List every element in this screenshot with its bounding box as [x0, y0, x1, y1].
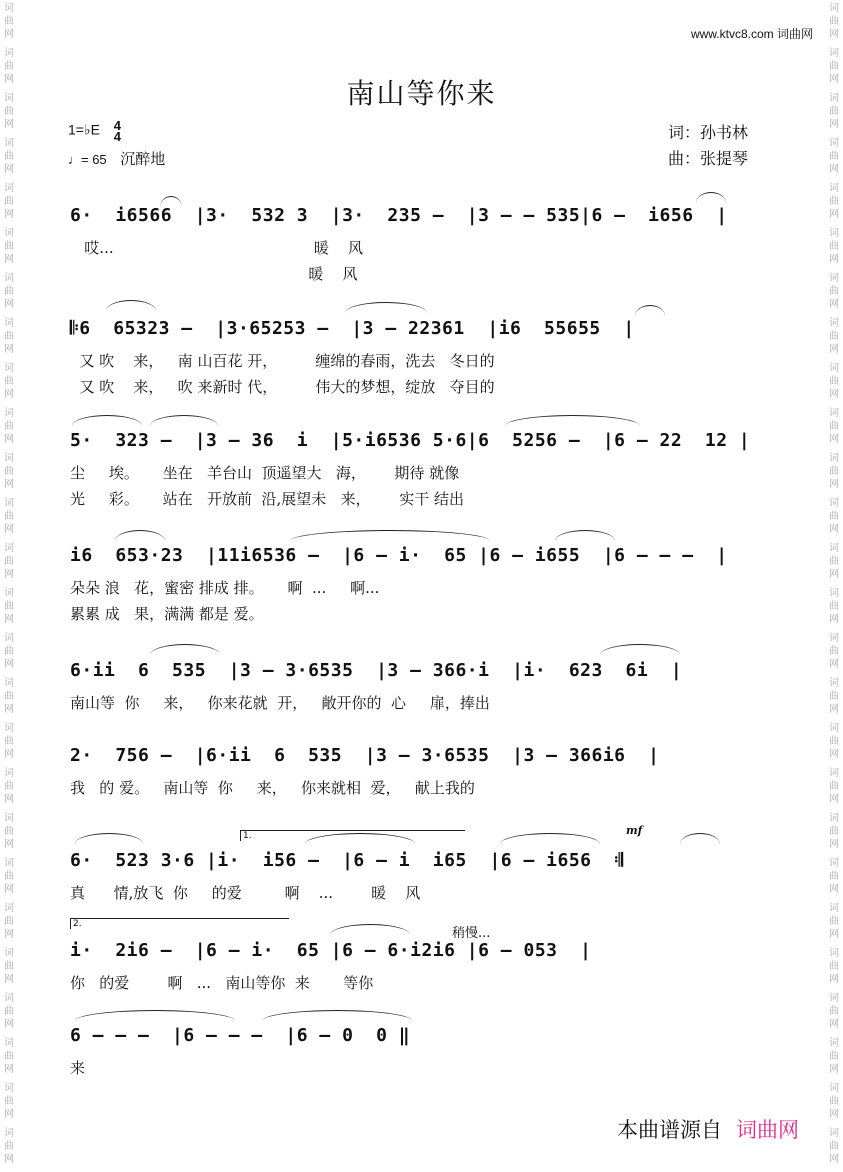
watermark-text: 词曲网	[829, 633, 839, 670]
watermark-text: 词曲网	[4, 858, 14, 895]
slur	[150, 644, 220, 655]
time-signature	[114, 120, 121, 142]
time-top: 4	[113, 118, 122, 133]
time-bottom: 4	[113, 129, 122, 144]
lyric-line: 又 吹 来， 南 山百花 开， 缠绵的春雨，洗去 冬日的	[70, 352, 495, 370]
watermark-text: 词曲网	[4, 768, 14, 805]
watermark-text: 词曲网	[4, 1083, 14, 1120]
watermark-text: 词曲网	[4, 993, 14, 1030]
watermark-text: 词曲网	[4, 93, 14, 130]
watermark-text: 词曲网	[829, 858, 839, 895]
watermark-text: 词曲网	[829, 723, 839, 760]
watermark-text: 词曲网	[4, 498, 14, 535]
lyric-line: 来	[70, 1059, 86, 1077]
slur	[680, 833, 720, 844]
watermark-text: 词曲网	[4, 1038, 14, 1075]
watermark-strip-right	[827, 0, 841, 1172]
notation-line: 6· i6566 |3· 532 3 |3· 235 – |3 – – 535|6 – i656 |	[70, 205, 728, 226]
watermark-text: 词曲网	[829, 363, 839, 400]
slur	[106, 300, 156, 311]
slur	[696, 192, 726, 203]
notation-line: i· 2i6 – |6 – i· 65 |6 – 6·i2i6 |6 – 053 |	[70, 940, 592, 961]
watermark-text: 词曲网	[829, 498, 839, 535]
watermark-text: 词曲网	[829, 768, 839, 805]
slur	[150, 415, 218, 426]
notation-line: 5· 323 – |3 – 36 i |5·i6536 5·6|6 5256 – |6 – 22 12 |	[70, 430, 751, 451]
footer-brand-link[interactable]: 词曲网	[736, 1118, 799, 1142]
lyric-line: 光 彩。 站在 开放前 沿,展望未 来， 实干 结出	[70, 490, 464, 508]
watermark-text: 词曲网	[4, 408, 14, 445]
notation-line: 6·ii 6 535 |3 – 3·6535 |3 – 366·i |i· 623 6i |	[70, 660, 683, 681]
song-title: 南山等你来	[346, 77, 497, 110]
volta-1-label: 1.	[243, 831, 252, 841]
watermark-text: 词曲网	[829, 93, 839, 130]
watermark-text: 词曲网	[4, 543, 14, 580]
watermark-text: 词曲网	[829, 138, 839, 175]
notation-line: i6 653·23 |11i6536 – |6 – i· 65 |6 – i655 |6 – – – |	[70, 545, 728, 566]
composer: 曲：张提琴	[668, 149, 749, 168]
key-label: 1=♭E	[68, 121, 100, 138]
watermark-text: 词曲网	[829, 903, 839, 940]
volta-2-label: 2.	[73, 919, 82, 929]
watermark-text: 词曲网	[829, 588, 839, 625]
watermark-text: 词曲网	[4, 48, 14, 85]
watermark-strip-left	[2, 0, 16, 1172]
source-footer	[617, 1114, 799, 1144]
lyricist: 词：孙书林	[668, 123, 749, 142]
watermark-text: 词曲网	[4, 1128, 14, 1165]
slur	[635, 305, 665, 316]
watermark-text: 词曲网	[829, 48, 839, 85]
slur	[345, 302, 427, 313]
slur	[290, 530, 490, 541]
watermark-text: 词曲网	[4, 228, 14, 265]
site-header: www.ktvc8.com 词曲网	[690, 27, 813, 41]
watermark-text: 词曲网	[829, 453, 839, 490]
watermark-text: 词曲网	[829, 318, 839, 355]
dynamic-mark: mf	[626, 824, 643, 837]
slur	[500, 833, 600, 844]
lyric-line: 我 的 爱。 南山等 你 来， 你来就相 爱， 献上我的	[70, 779, 475, 797]
notation-line: 2· 756 – |6·ii 6 535 |3 – 3·6535 |3 – 366i6 |	[70, 745, 660, 766]
watermark-text: 词曲网	[829, 408, 839, 445]
slur	[75, 1010, 235, 1021]
watermark-text: 词曲网	[829, 543, 839, 580]
lyric-line: 哎... 暖 风	[70, 239, 363, 257]
watermark-text: 词曲网	[829, 813, 839, 850]
mood-text: 沉醉地	[120, 150, 166, 168]
slur	[115, 530, 165, 541]
watermark-text: 词曲网	[829, 183, 839, 220]
watermark-text: 词曲网	[829, 3, 839, 40]
lyric-line: 真 情,放飞 你 的爱 啊 ... 暖 风	[70, 884, 421, 902]
credits	[668, 120, 748, 172]
watermark-text: 词曲网	[829, 948, 839, 985]
lyric-line: 累累 成 果，满满 都是 爱。	[70, 605, 264, 623]
watermark-text: 词曲网	[4, 3, 14, 40]
lyric-line: 又 吹 来， 吹 来新时 代， 伟大的梦想，绽放 夺目的	[70, 378, 495, 396]
watermark-text: 词曲网	[4, 453, 14, 490]
watermark-text: 词曲网	[4, 273, 14, 310]
watermark-text: 词曲网	[4, 183, 14, 220]
tempo-indication	[68, 148, 165, 169]
notation-line: 6 – – – |6 – – – |6 – 0 0 ‖	[70, 1025, 411, 1046]
slur	[555, 530, 615, 541]
watermark-text: 词曲网	[4, 813, 14, 850]
watermark-text: 词曲网	[4, 318, 14, 355]
watermark-text: 词曲网	[4, 363, 14, 400]
slur	[600, 644, 680, 655]
lyric-line: 暖 风	[70, 265, 358, 283]
watermark-text: 词曲网	[4, 723, 14, 760]
watermark-text: 词曲网	[829, 678, 839, 715]
slur	[262, 1010, 412, 1021]
watermark-text: 词曲网	[4, 138, 14, 175]
volta-2	[70, 918, 289, 929]
watermark-text: 词曲网	[4, 633, 14, 670]
lyric-line: 你 的爱 啊 ... 南山等你 来 等你	[70, 974, 374, 992]
watermark-text: 词曲网	[829, 993, 839, 1030]
slur	[160, 196, 182, 207]
watermark-text: 词曲网	[829, 228, 839, 265]
slur	[505, 415, 640, 426]
watermark-text: 词曲网	[829, 1083, 839, 1120]
watermark-text: 词曲网	[829, 1038, 839, 1075]
notation-line: 6· 523 3·6 |i· i56 – |6 – i i65 |6 – i656 𝄇	[70, 850, 624, 871]
lyric-line: 尘 埃。 坐在 羊台山 顶遥望大 海， 期待 就像	[70, 464, 460, 482]
watermark-text: 词曲网	[4, 588, 14, 625]
slur	[75, 833, 143, 844]
slur	[330, 924, 410, 935]
slur	[72, 415, 142, 426]
tempo-value: ♩= 65	[68, 152, 107, 167]
notation-line: 𝄆6 65323 – |3·65253 – |3 – 22361 |i6 55655 |	[70, 318, 635, 339]
watermark-text: 词曲网	[829, 273, 839, 310]
watermark-text: 词曲网	[829, 1128, 839, 1165]
footer-text: 本曲谱源自	[617, 1118, 722, 1142]
watermark-text: 词曲网	[4, 903, 14, 940]
watermark-text: 词曲网	[4, 948, 14, 985]
watermark-text: 词曲网	[4, 678, 14, 715]
tempo-change-mark: 稍慢...	[452, 926, 491, 941]
key-signature	[68, 120, 121, 142]
lyric-line: 南山等 你 来， 你来花就 开， 敞开你的 心 扉，捧出	[70, 694, 490, 712]
lyric-line: 朵朵 浪 花，蜜密 排成 排。 啊 ... 啊...	[70, 579, 380, 597]
